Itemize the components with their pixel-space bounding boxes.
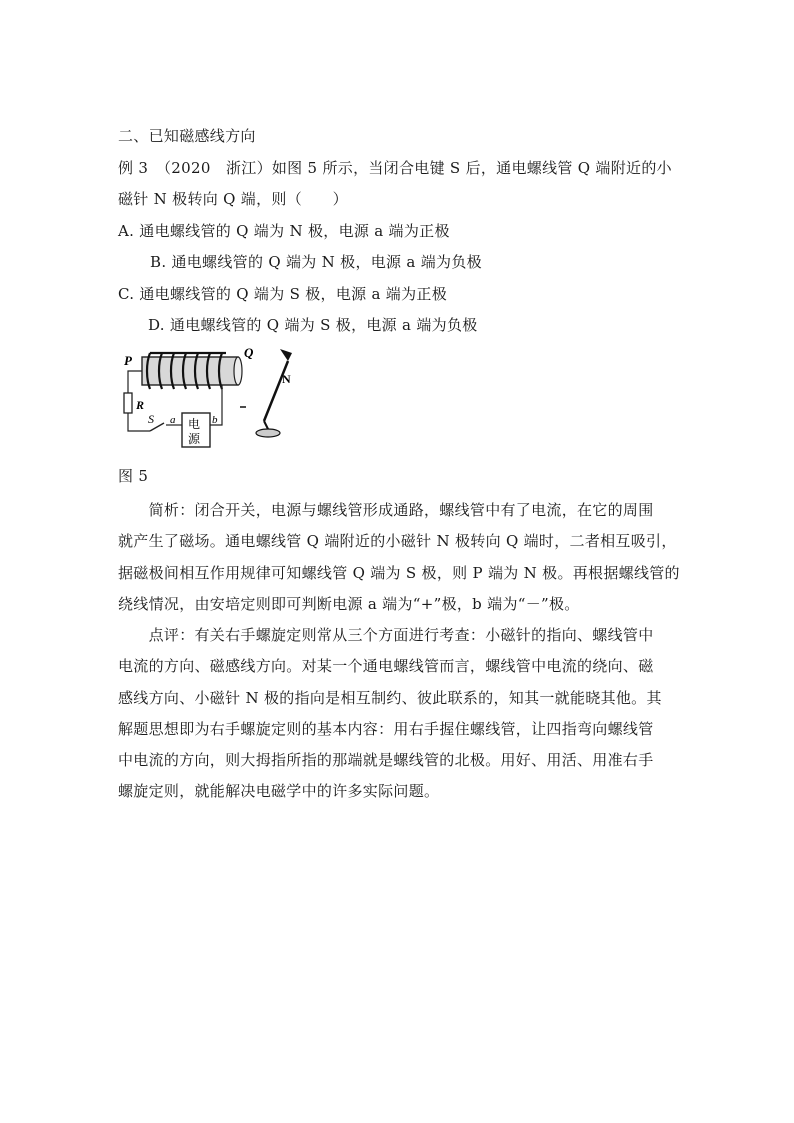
analysis-line-4: 绕线情况，由安培定则即可判断电源 a 端为“+”极，b 端为“－”极。 xyxy=(118,595,580,613)
question-line-1: 例 3 （2020 浙江）如图 5 所示，当闭合电键 S 后，通电螺线管 Q 端附近的小 xyxy=(118,159,672,177)
label-b: b xyxy=(212,414,218,426)
comment-line-4: 解题思想即为右手螺旋定则的基本内容：用右手握住螺线管，让四指弯向螺线管 xyxy=(118,720,654,738)
label-n: N xyxy=(282,372,291,386)
figure-caption: 图 5 xyxy=(118,467,149,485)
analysis-line-1: 简析：闭合开关，电源与螺线管形成通路，螺线管中有了电流，在它的周围 xyxy=(118,501,654,519)
comment-line-5: 中电流的方向，则大拇指所指的那端就是螺线管的北极。用好、用活、用准右手 xyxy=(118,751,654,769)
label-q: Q xyxy=(244,345,254,360)
comment-line-6: 螺旋定则，就能解决电磁学中的许多实际问题。 xyxy=(118,782,440,800)
source-label-bottom: 源 xyxy=(188,432,201,446)
option-d: D. 通电螺线管的 Q 端为 S 极，电源 a 端为负极 xyxy=(148,316,478,334)
label-p: P xyxy=(124,353,132,368)
option-c: C. 通电螺线管的 Q 端为 S 极，电源 a 端为正极 xyxy=(118,285,448,303)
section-title: 二、已知磁感线方向 xyxy=(118,127,256,145)
circuit-diagram xyxy=(118,343,318,453)
analysis-line-3: 据磁极间相互作用规律可知螺线管 Q 端为 S 极，则 P 端为 N 极。再根据螺线管的 xyxy=(118,564,680,582)
comment-line-1: 点评：有关右手螺旋定则常从三个方面进行考查：小磁针的指向、螺线管中 xyxy=(118,626,654,644)
comment-line-2: 电流的方向、磁感线方向。对某一个通电螺线管而言，螺线管中电流的绕向、磁 xyxy=(118,657,654,675)
compass-needle xyxy=(240,349,292,437)
solenoid-end xyxy=(234,357,242,385)
option-a: A. 通电螺线管的 Q 端为 N 极，电源 a 端为正极 xyxy=(118,222,450,240)
resistor xyxy=(124,393,132,413)
question-line-2: 磁针 N 极转向 Q 端，则（ ） xyxy=(118,190,348,208)
label-r: R xyxy=(136,398,145,412)
source-label-top: 电 xyxy=(188,417,201,431)
option-b: B. 通电螺线管的 Q 端为 N 极，电源 a 端为负极 xyxy=(150,253,482,271)
label-s: S xyxy=(148,412,154,426)
comment-line-3: 感线方向、小磁针 N 极的指向是相互制约、彼此联系的，知其一就能晓其他。其 xyxy=(118,689,662,707)
label-a: a xyxy=(170,414,176,426)
analysis-line-2: 就产生了磁场。通电螺线管 Q 端附近的小磁针 N 极转向 Q 端时，二者相互吸引， xyxy=(118,532,677,550)
solenoid-core xyxy=(142,357,238,385)
circuit-figure xyxy=(118,343,318,453)
